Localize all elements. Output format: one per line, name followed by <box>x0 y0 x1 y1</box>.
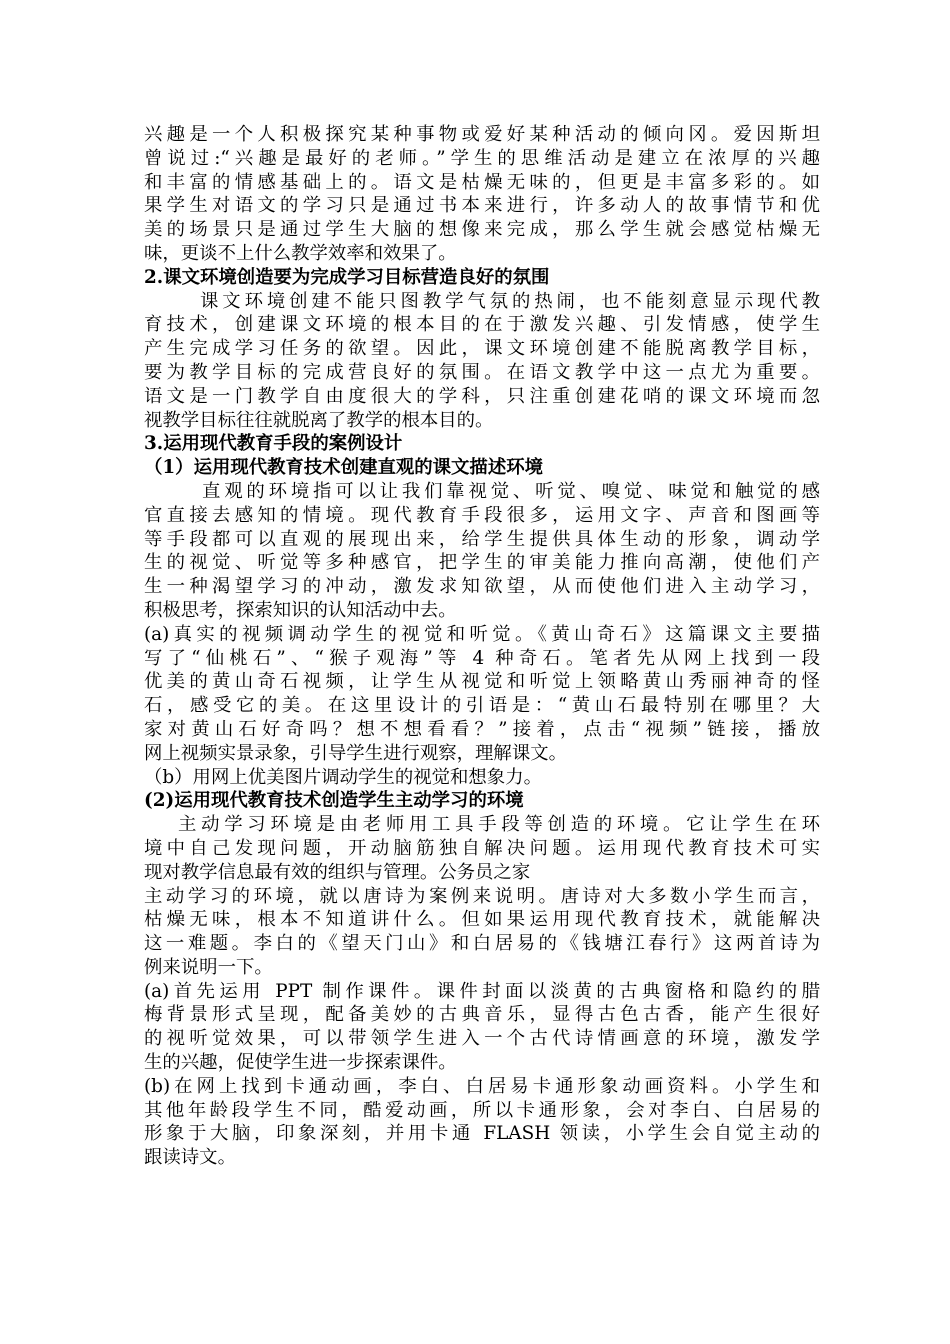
body-line: （b）用网上优美图片调动学生的视觉和想象力。 <box>144 766 542 788</box>
body-line: 枯燥无味，根本不知道讲什么。但如果运用现代教育技术，就能解决 <box>144 909 820 931</box>
body-line: 主动学习的环境，就以唐诗为案例来说明。唐诗对大多数小学生而言， <box>144 885 820 907</box>
body-line: 要为教学目标的完成营良好的氛围。在语文教学中这一点尤为重要。 <box>144 361 820 383</box>
body-line: 味，更谈不上什么教学效率和效果了。 <box>144 242 457 264</box>
body-line: 生的视觉、听觉等多种感官，把学生的审美能力推向高潮，使他们产 <box>144 552 820 574</box>
body-line: 果学生对语文的学习只是通过书本来进行，许多动人的故事情节和优 <box>144 195 820 217</box>
body-line: 生一种渴望学习的冲动，激发求知欲望，从而使他们进入主动学习， <box>144 576 820 598</box>
body-line: 写了“仙桃石”、“猴子观海”等 4 种奇石。笔者先从网上找到一段 <box>144 647 820 669</box>
body-line: 产生完成学习任务的欲望。因此，课文环境创建不能脱离教学目标， <box>144 338 820 360</box>
body-line: 现对教学信息最有效的组织与管理。公务员之家 <box>144 861 531 883</box>
body-line: 梅背景形式呈现，配备美妙的古典音乐，显得古色古香，能产生很好 <box>144 1004 820 1026</box>
body-line: 例来说明一下。 <box>144 956 273 978</box>
body-line: 的视听觉效果，可以带领学生进入一个古代诗情画意的环境，激发学 <box>144 1028 820 1050</box>
body-line: (a)真实的视频调动学生的视觉和听觉。《黄山奇石》这篇课文主要描 <box>144 623 820 645</box>
body-line: 生的兴趣，促使学生进一步探索课件。 <box>144 1052 457 1074</box>
body-line: 其他年龄段学生不同，酷爱动画，所以卡通形象，会对李白、白居易的 <box>144 1099 820 1121</box>
body-line: 积极思考，探索知识的认知活动中去。 <box>144 599 457 621</box>
subsection-heading: （1）运用现代教育技术创建直观的课文描述环境 <box>144 457 543 479</box>
body-line: 曾说过:“兴趣是最好的老师。”学生的思维活动是建立在浓厚的兴趣 <box>144 147 820 169</box>
body-line: 和丰富的情感基础上的。语文是枯燥无味的，但更是丰富多彩的。如 <box>144 171 820 193</box>
body-line: 育技术，创建课文环境的根本目的在于激发兴趣、引发情感，使学生 <box>144 314 820 336</box>
section-heading: 2.课文环境创造要为完成学习目标营造良好的氛围 <box>144 266 550 288</box>
body-line: 形象于大脑，印象深刻，并用卡通 FLASH 领读，小学生会自觉主动的 <box>144 1123 820 1145</box>
body-line: 石，感受它的美。在这里设计的引语是：“黄山石最特别在哪里？大 <box>144 695 820 717</box>
body-line: 语文是一门教学自由度很大的学科，只注重创建花哨的课文环境而忽 <box>144 385 820 407</box>
body-line: 美的场景只是通过学生大脑的想像来完成，那么学生就会感觉枯燥无 <box>144 219 820 241</box>
body-line: 官直接去感知的情境。现代教育手段很多，运用文字、声音和图画等 <box>144 504 820 526</box>
body-line: 优美的黄山奇石视频，让学生从视觉和听觉上领略黄山秀丽神奇的怪 <box>144 671 820 693</box>
body-line: 课文环境创建不能只图教学气氛的热闹，也不能刻意显示现代教 <box>200 290 820 312</box>
body-line: 直观的环境指可以让我们靠视觉、听觉、嗅觉、味觉和触觉的感 <box>202 480 820 502</box>
body-line: 这一难题。李白的《望天门山》和白居易的《钱塘江春行》这两首诗为 <box>144 933 820 955</box>
body-line: 家对黄山石好奇吗？想不想看看？”接着，点击“视频”链接，播放 <box>144 718 820 740</box>
body-line: 跟读诗文。 <box>144 1147 236 1169</box>
body-line: 兴趣是一个人积极探究某种事物或爱好某种活动的倾向冈。爱因斯坦 <box>144 124 820 145</box>
body-line: (a)首先运用 PPT 制作课件。课件封面以淡黄的古典窗格和隐约的腊 <box>144 980 820 1002</box>
subsection-heading: (2)运用现代教育技术创造学生主动学习的环境 <box>144 790 524 812</box>
document-body <box>144 123 820 1170</box>
body-line: 网上视频实景录象，引导学生进行观察，理解课文。 <box>144 742 567 764</box>
body-line: 等手段都可以直观的展现出来，给学生提供具体生动的形象，调动学 <box>144 528 820 550</box>
body-line: 主动学习环境是由老师用工具手段等创造的环境。它让学生在环 <box>178 814 820 836</box>
section-heading: 3.运用现代教育手段的案例设计 <box>144 433 403 455</box>
body-line: (b)在网上找到卡通动画，李白、白居易卡通形象动画资料。小学生和 <box>144 1075 820 1097</box>
body-line: 视教学目标往往就脱离了教学的根本目的。 <box>144 409 494 431</box>
body-line: 境中自己发现问题，开动脑筋独自解决问题。运用现代教育技术可实 <box>144 837 820 859</box>
